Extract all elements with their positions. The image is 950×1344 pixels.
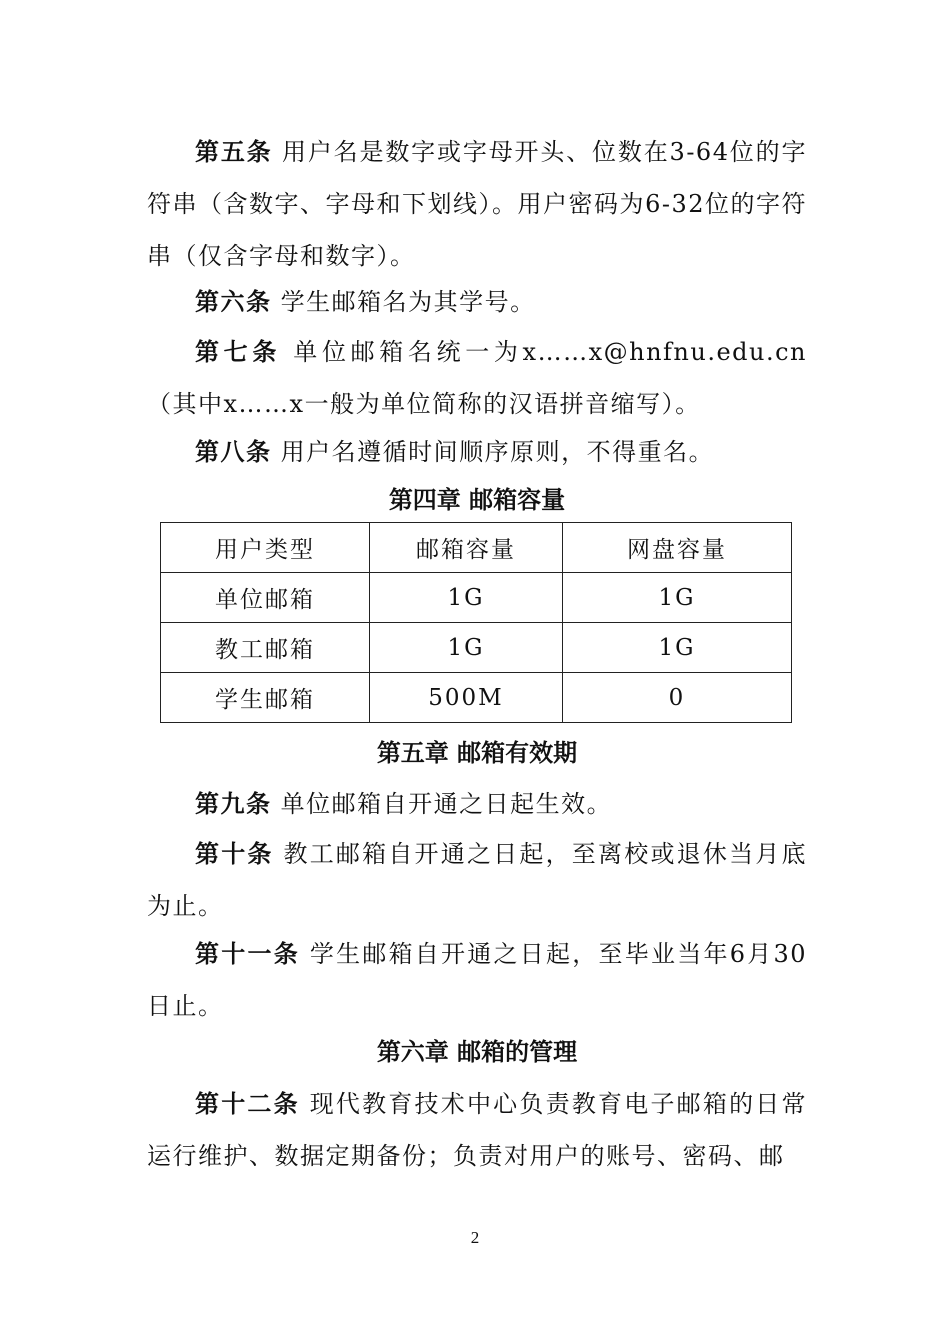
chapter-4-heading: 第四章 邮箱容量 [388,486,566,514]
article-5 [147,126,807,282]
table-row [161,673,792,723]
table-cell: 1G [563,573,792,623]
article-6-label: 第六条 [195,288,272,316]
article-12-text: 现代教育技术中心负责教育电子邮箱的日常运行维护、数据定期备份；负责对用户的账号、密码、邮 [147,1090,808,1170]
article-7-text: 单位邮箱名统一为x……x@hnfnu.edu.cn（其中x……x一般为单位简称的汉语拼音缩写）。 [147,338,808,418]
article-5-text: 用户名是数字或字母开头、位数在3-64位的字符串（含数字、字母和下划线）。用户密码为6-32位的字符串（仅含字母和数字）。 [147,138,807,270]
article-12 [147,1078,807,1182]
article-8-label: 第八条 [195,438,272,466]
article-11-text: 学生邮箱自开通之日起，至毕业当年6月30日止。 [147,940,807,1020]
article-9 [147,778,807,830]
table-cell: 0 [563,673,792,723]
chapter-6-heading: 第六章 邮箱的管理 [376,1038,578,1066]
table-header-cell: 邮箱容量 [370,523,563,573]
chapter-5-heading: 第五章 邮箱有效期 [376,739,578,767]
article-5-label: 第五条 [195,138,273,166]
article-8 [147,426,807,478]
article-10-text: 教工邮箱自开通之日起，至离校或退休当月底为止。 [147,840,807,920]
article-11 [147,928,807,1032]
table-cell: 单位邮箱 [161,573,370,623]
article-12-label: 第十二条 [195,1090,300,1118]
table-header-row [161,523,792,573]
table-cell: 学生邮箱 [161,673,370,723]
table-cell: 500M [370,673,563,723]
article-9-text: 单位邮箱自开通之日起生效。 [280,790,613,818]
page-number: 2 [470,1228,480,1247]
table-cell: 1G [370,573,563,623]
table-header-cell: 用户类型 [161,523,370,573]
article-10-label: 第十条 [195,840,274,868]
mailbox-capacity-table [160,522,792,723]
article-8-text: 用户名遵循时间顺序原则，不得重名。 [280,438,715,466]
article-7-label: 第七条 [195,338,281,366]
article-11-label: 第十一条 [195,940,300,968]
table-row [161,573,792,623]
table-cell: 1G [563,623,792,673]
article-7 [147,326,807,430]
article-6 [147,276,807,328]
table-row [161,623,792,673]
table-cell: 教工邮箱 [161,623,370,673]
table-header-cell: 网盘容量 [563,523,792,573]
table-cell: 1G [370,623,563,673]
article-9-label: 第九条 [195,790,272,818]
article-10 [147,828,807,932]
article-6-text: 学生邮箱名为其学号。 [280,288,536,316]
